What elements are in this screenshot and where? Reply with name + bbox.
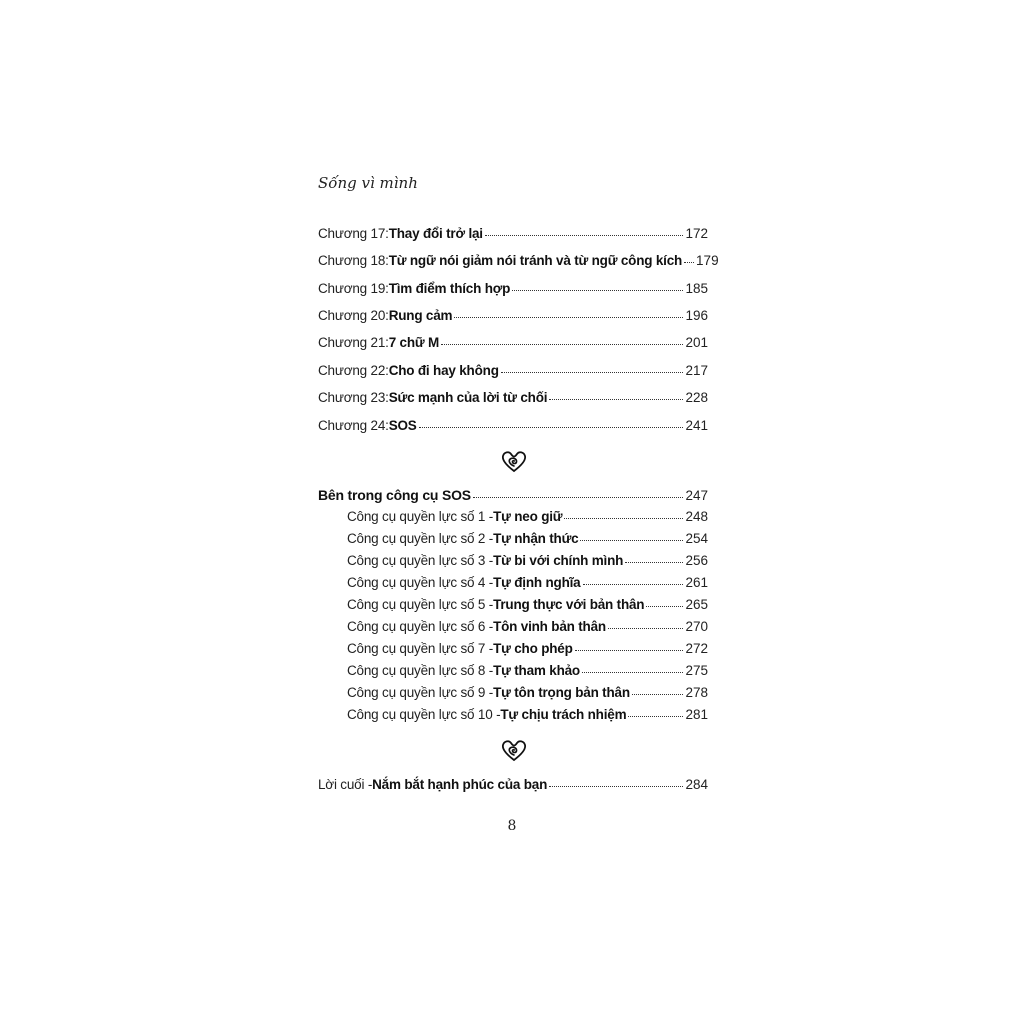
- tool-title: Từ bi với chính mình: [493, 553, 624, 568]
- tool-title: Tự chịu trách nhiệm: [500, 707, 627, 722]
- chapter-prefix: Chương 21:: [318, 335, 389, 350]
- chapter-page: 217: [685, 363, 708, 378]
- section-title: Bên trong công cụ SOS: [318, 487, 471, 503]
- section-page: 247: [685, 488, 708, 503]
- tool-page: 272: [685, 641, 708, 656]
- chapter-title: 7 chữ M: [388, 335, 440, 350]
- swirl-heart-icon: [500, 449, 528, 473]
- dot-leader: [564, 517, 683, 519]
- chapter-page: 179: [696, 253, 719, 268]
- toc-tool-row[interactable]: [347, 685, 708, 705]
- chapter-title: Rung cảm: [388, 308, 453, 323]
- dot-leader: [646, 605, 683, 607]
- chapter-prefix: Chương 18:: [318, 253, 389, 268]
- tool-prefix: Công cụ quyền lực số 5 -: [347, 597, 494, 612]
- chapter-page: 241: [685, 418, 708, 433]
- tool-page: 281: [685, 707, 708, 722]
- tool-prefix: Công cụ quyền lực số 6 -: [347, 619, 494, 634]
- tool-prefix: Công cụ quyền lực số 9 -: [347, 685, 494, 700]
- chapter-prefix: Chương 22:: [318, 363, 389, 378]
- dot-leader: [473, 496, 684, 498]
- toc-closing-row[interactable]: [318, 777, 708, 797]
- chapter-page: 172: [685, 226, 708, 241]
- chapter-title: Sức mạnh của lời từ chối: [388, 390, 548, 405]
- dot-leader: [580, 539, 683, 541]
- tool-title: Tự neo giữ: [493, 509, 563, 524]
- chapter-title: Tìm điểm thích hợp: [388, 281, 511, 296]
- tool-page: 261: [685, 575, 708, 590]
- toc-chapter-row[interactable]: [318, 335, 708, 355]
- tool-prefix: Công cụ quyền lực số 2 -: [347, 531, 494, 546]
- toc-tool-row[interactable]: [347, 575, 708, 595]
- toc-tool-row[interactable]: [347, 597, 708, 617]
- toc-tool-row[interactable]: [347, 553, 708, 573]
- tool-page: 254: [685, 531, 708, 546]
- running-header: Sống vì mình: [318, 174, 418, 192]
- toc-chapter-row[interactable]: [318, 418, 708, 438]
- dot-leader: [608, 627, 684, 629]
- tool-title: Tự nhận thức: [493, 531, 579, 546]
- dot-leader: [575, 649, 684, 651]
- toc-tool-row[interactable]: [347, 663, 708, 683]
- chapter-prefix: Chương 20:: [318, 308, 389, 323]
- closing-page: 284: [685, 777, 708, 792]
- dot-leader: [582, 671, 684, 673]
- toc-chapter-row[interactable]: [318, 308, 708, 328]
- toc-chapter-row[interactable]: [318, 390, 708, 410]
- chapter-prefix: Chương 23:: [318, 390, 389, 405]
- chapter-title: SOS: [388, 418, 417, 433]
- dot-leader: [485, 234, 684, 236]
- toc-tool-row[interactable]: [347, 509, 708, 529]
- tool-prefix: Công cụ quyền lực số 7 -: [347, 641, 494, 656]
- toc-tool-row[interactable]: [347, 531, 708, 551]
- dot-leader: [625, 561, 683, 563]
- tool-page: 275: [685, 663, 708, 678]
- tool-title: Tự tôn trọng bản thân: [493, 685, 630, 700]
- toc-chapter-row[interactable]: [318, 281, 708, 301]
- dot-leader: [454, 316, 683, 318]
- chapter-title: Thay đổi trở lại: [388, 226, 483, 241]
- tool-prefix: Công cụ quyền lực số 4 -: [347, 575, 494, 590]
- dot-leader: [549, 398, 683, 400]
- dot-leader: [549, 785, 683, 787]
- toc-tool-row[interactable]: [347, 619, 708, 639]
- tool-page: 256: [685, 553, 708, 568]
- tool-prefix: Công cụ quyền lực số 10 -: [347, 707, 501, 722]
- tool-page: 248: [685, 509, 708, 524]
- chapter-prefix: Chương 17:: [318, 226, 389, 241]
- dot-leader: [501, 371, 684, 373]
- swirl-heart-icon: [500, 738, 528, 762]
- toc-section-row[interactable]: [318, 487, 708, 507]
- closing-title: Nắm bắt hạnh phúc của bạn: [372, 777, 548, 792]
- dot-leader: [583, 583, 684, 585]
- toc-chapter-row[interactable]: [318, 363, 708, 383]
- chapter-page: 185: [685, 281, 708, 296]
- tool-page: 270: [685, 619, 708, 634]
- chapter-title: Từ ngữ nói giảm nói tránh và từ ngữ công kích: [388, 253, 683, 268]
- page-number: 8: [507, 818, 517, 834]
- chapter-prefix: Chương 24:: [318, 418, 389, 433]
- dot-leader: [628, 715, 683, 717]
- toc-chapter-row[interactable]: [318, 226, 708, 246]
- tool-prefix: Công cụ quyền lực số 3 -: [347, 553, 494, 568]
- tool-prefix: Công cụ quyền lực số 8 -: [347, 663, 494, 678]
- tool-title: Trung thực với bản thân: [493, 597, 645, 612]
- chapter-page: 228: [685, 390, 708, 405]
- tool-title: Tự định nghĩa: [493, 575, 581, 590]
- tool-title: Tôn vinh bản thân: [493, 619, 606, 634]
- dot-leader: [684, 261, 694, 263]
- toc-tool-row[interactable]: [347, 707, 708, 727]
- chapter-title: Cho đi hay không: [388, 363, 499, 378]
- tool-page: 278: [685, 685, 708, 700]
- toc-tool-row[interactable]: [347, 641, 708, 661]
- dot-leader: [632, 693, 684, 695]
- dot-leader: [512, 289, 683, 291]
- chapter-page: 196: [685, 308, 708, 323]
- closing-prefix: Lời cuối -: [318, 777, 373, 792]
- tool-title: Tự cho phép: [493, 641, 573, 656]
- dot-leader: [419, 426, 684, 428]
- chapter-prefix: Chương 19:: [318, 281, 389, 296]
- chapter-page: 201: [685, 335, 708, 350]
- dot-leader: [441, 343, 683, 345]
- tool-title: Tự tham khảo: [493, 663, 580, 678]
- tool-page: 265: [685, 597, 708, 612]
- toc-chapter-row[interactable]: [318, 253, 719, 273]
- tool-prefix: Công cụ quyền lực số 1 -: [347, 509, 494, 524]
